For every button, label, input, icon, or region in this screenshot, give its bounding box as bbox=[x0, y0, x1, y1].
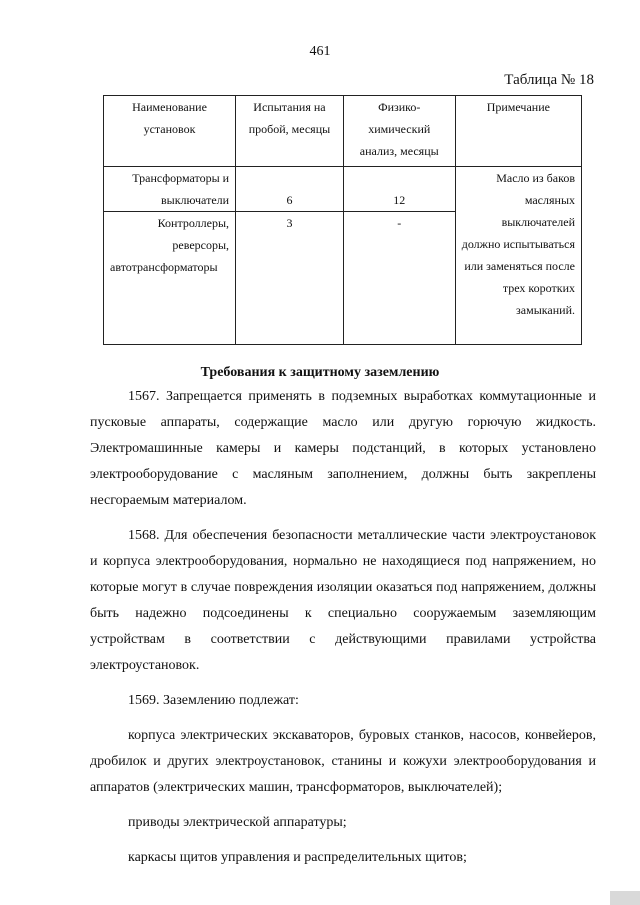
body-text bbox=[90, 384, 596, 871]
header-installations: Наименование установок bbox=[104, 96, 236, 167]
row-test-value-text: 6 bbox=[286, 193, 293, 207]
table-row bbox=[104, 167, 582, 212]
header-chemical-analysis: Физико-химический анализ, месяцы bbox=[343, 96, 455, 167]
list-item: приводы электрической аппаратуры; bbox=[128, 815, 347, 830]
row-name bbox=[104, 212, 236, 345]
header-note: Примечание bbox=[455, 96, 581, 167]
page-number: 461 bbox=[309, 44, 331, 59]
row-analysis-value-text: 12 bbox=[393, 193, 406, 207]
scan-corner-mark bbox=[610, 891, 640, 905]
list-item: каркасы щитов управления и распределительных щитов; bbox=[128, 850, 467, 865]
header-breakdown-tests: Испытания на пробой, месяцы bbox=[236, 96, 344, 167]
paragraph-1568: 1568. Для обеспечения безопасности металлические части электроустановок и корпуса электрооборудования, нормально не находящиеся под напряжением, но которые могут в случае повреждения изоляции оказаться под напряжением, должны быть надежно подсоединены к специально сооружаемым заземляющим устройствам в соответствии с действующими правилами устройства электроустановок. bbox=[90, 528, 596, 673]
row-name-line: реверсоры, bbox=[172, 238, 230, 252]
paragraph-1567: 1567. Запрещается применять в подземных выработках коммутационные и пусковые аппараты, содержащие масло или другую горючую жидкость. Электромашинные камеры и камеры подстанций, в которых установлено электрооборудование с масляным заполнением, должны быть закреплены несгораемым материалом. bbox=[90, 389, 596, 508]
row-name bbox=[104, 167, 236, 212]
maintenance-table bbox=[103, 95, 582, 345]
row-test-value bbox=[236, 167, 344, 212]
note-cell: Масло из баков масляных выключателей должно испытываться или заменяться после трех коротких замыканий. bbox=[455, 167, 581, 345]
row-name-line: Контроллеры, bbox=[157, 216, 230, 230]
table-caption: Таблица № 18 bbox=[504, 72, 594, 88]
paragraph-1569: 1569. Заземлению подлежат: bbox=[128, 693, 299, 708]
row-test-value: 3 bbox=[236, 212, 344, 345]
table-header-row bbox=[104, 96, 582, 167]
list-item: корпуса электрических экскаваторов, буровых станков, насосов, конвейеров, дробилок и других электроустановок, станины и кожухи электрооборудования и аппаратов (электрических машин, трансформаторов, выключателей); bbox=[90, 728, 596, 795]
row-analysis-value: - bbox=[343, 212, 455, 345]
row-name-line: автотрансформаторы bbox=[110, 260, 218, 274]
row-name-line: выключатели bbox=[160, 193, 230, 207]
row-analysis-value bbox=[343, 167, 455, 212]
section-title: Требования к защитному заземлению bbox=[200, 365, 440, 380]
row-name-line: Трансформаторы и bbox=[132, 171, 230, 185]
